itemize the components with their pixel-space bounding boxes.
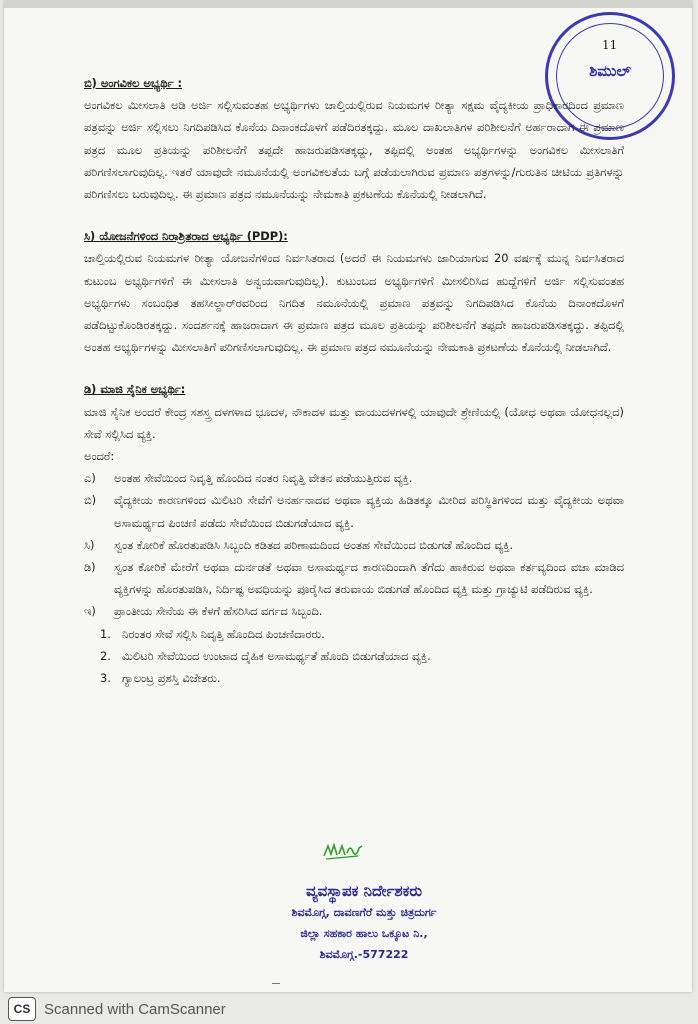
signatory-block (204, 880, 524, 965)
numbered-item (84, 623, 624, 645)
section-d-intro: ಮಾಜಿ ಸೈನಿಕ ಅಂದರೆ ಕೇಂದ್ರ ಸಶಸ್ತ್ರ ದಳಗಳಾದ ಭೂದಳ, ನೌಕಾದಳ ಮತ್ತು ವಾಯುದಳಗಳಲ್ಲಿ ಯಾವುದೇ ಶ್ರೇಣಿಯಲ್ಲಿ (ಯೋಧ ಅಥವಾ ಯೋಧನಲ್ಲದ) ಸೇವೆ ಸಲ್ಲಿಸಿದ ವ್ಯಕ್ತಿ. (84, 404, 624, 441)
list-marker: ಡಿ) (84, 560, 96, 575)
signatory-line-1: ಶಿವಮೊಗ್ಗ, ದಾವಣಗೆರೆ ಮತ್ತು ಚಿತ್ರದುರ್ಗ (291, 906, 437, 919)
divider (272, 983, 280, 984)
numbered-item-text: ಮಿಲಿಟರಿ ಸೇವೆಯಿಂದ ಉಂಟಾದ ದೈಹಿಕ ಅಸಾಮರ್ಥ್ಯತೆ ಹೊಂದಿ ಬಿಡುಗಡೆಯಾದ ವ್ಯಕ್ತಿ. (122, 648, 431, 663)
list-item (84, 467, 624, 489)
scanner-watermark-text: Scanned with CamScanner (44, 1000, 226, 1018)
list-item-text: ಸ್ವಂತ ಕೋರಿಕೆ ಮೇರೆಗೆ ಅಥವಾ ದುರ್ನಡತೆ ಅಥವಾ ಅಸಾಮರ್ಥ್ಯದ ಕಾರಣದಿಂದಾಗಿ ತೆಗೆದು ಹಾಕಿರುವ ಅಥವಾ ಕರ್ತವ್ಯದಿಂದ ವಜಾ ಮಾಡಿದ ವ್ಯಕ್ತಿಗಳನ್ನು ಹೊರತುಪಡಿಸಿ, ನಿರ್ದಿಷ್ಟ ಅವಧಿಯನ್ನು ಪೂರೈಸಿದ ತರುವಾಯ ಬಿಡುಗಡೆ ಹೊಂದಿದ ವ್ಯಕ್ತಿ ಮತ್ತು ಗ್ರಾಚ್ಯುಟಿ ಪಡೆದಿರುವ ವ್ಯಕ್ತಿ. (114, 560, 624, 597)
list-marker: ಬಿ) (84, 493, 97, 508)
page-number: 11 (602, 38, 618, 52)
number-marker: 2. (100, 648, 111, 663)
camscanner-logo-icon: CS (8, 997, 36, 1021)
list-item-text: ವೈದ್ಯಕೀಯ ಕಾರಣಗಳಿಂದ ಮಿಲಿಟರಿ ಸೇವೆಗೆ ಅನರ್ಹನಾದವ ಅಥವಾ ವ್ಯಕ್ತಿಯ ಹಿಡಿತಕ್ಕೂ ಮೀರಿದ ಪರಿಸ್ಥಿತಿಗಳಿಂದ ಮತ್ತು ವೈದ್ಯಕೀಯ ಅಥವಾ ಅಸಾಮರ್ಥ್ಯದ ಪಿಂಚಣಿ ಪಡೆದು ಸೇವೆಯಿಂದ ಬಿಡುಗಡೆಯಾದ ವ್ಯಕ್ತಿ. (114, 493, 624, 530)
list-item (84, 534, 624, 556)
document-body (84, 72, 624, 689)
number-marker: 3. (100, 671, 111, 686)
section-d-meaning-label: ಅಂದರೆ: (84, 449, 115, 464)
list-item (84, 489, 624, 533)
section-c-text: ಚಾಲ್ತಿಯಲ್ಲಿರುವ ನಿಯಮಗಳ ರೀತ್ಯಾ ಯೋಜನೆಗಳಿಂದ ನಿರ್ವಸಿತರಾದ (ಅದರೆ ಈ ನಿಯಮಗಳು ಜಾರಿಯಾಗುವ 20 ವರ್ಷಕ್ಕೆ ಮುನ್ನ ನಿರ್ವಸಿತರಾದ ಕುಟುಂಬ ಅಭ್ಯರ್ಥಿಗಳಿಗೆ ಈ ಮೀಸಲಾತಿ ಅನ್ವಯವಾಗುವುದಿಲ್ಲ). ಕುಟುಂಬದ ಅಭ್ಯರ್ಥಿಗಳಿಗೆ ಮೀಸಲಿರಿಸಿದ ಹುದ್ದೆಗಳಿಗೆ ಅರ್ಜಿ ಸಲ್ಲಿಸುವಂತಹ ಅಭ್ಯರ್ಥಿಗಳು ಸಂಬಂಧಿತ ತಹಸೀಲ್ದಾರ್‌ರವರಿಂದ ನಿಗದಿತ ನಮೂನೆಯಲ್ಲಿ ಪ್ರಮಾಣ ಪತ್ರವನ್ನು ನಿಗದಿಪಡಿಸಿದ ಕೊನೆಯ ದಿನಾಂಕದೊಳಗೆ ಪಡೆದಿಟ್ಟುಕೊಂಡಿರತಕ್ಕದ್ದು. ಸಂದರ್ಶನಕ್ಕೆ ಹಾಜರಾದಾಗ ಈ ಪ್ರಮಾಣ ಪತ್ರದ ಮೂಲ ಪ್ರತಿಯನ್ನು ಪರಿಶೀಲನೆಗೆ ತಪ್ಪದೇ ಹಾಜರುಪಡಿಸತಕ್ಕದ್ದು. ತಪ್ಪಿದಲ್ಲಿ ಅಂತಹ ಅಭ್ಯರ್ಥಿಗಳನ್ನು ಮೀಸಲಾತಿಗೆ ಪರಿಗಣಿಸಲಾಗುವುದಿಲ್ಲ. ಈ ಪ್ರಮಾಣ ಪತ್ರದ ನಮೂನೆಯನ್ನು ನೇಮಕಾತಿ ಪ್ರಕಟಣೆಯ ಕೊನೆಯಲ್ಲಿ ನೀಡಲಾಗಿದೆ. (84, 251, 624, 355)
signature-mark (322, 840, 366, 862)
section-b-heading: ಬಿ) ಅಂಗವಿಕಲ ಅಭ್ಯರ್ಥಿ : (84, 76, 182, 90)
scan-edge (4, 0, 692, 8)
list-item (84, 556, 624, 600)
section-b-text: ಅಂಗವಿಕಲ ಮೀಸಲಾತಿ ಅಡಿ ಅರ್ಜಿ ಸಲ್ಲಿಸುವಂತಹ ಅಭ್ಯರ್ಥಿಗಳು ಚಾಲ್ತಿಯಲ್ಲಿರುವ ನಿಯಮಗಳ ರೀತ್ಯಾ ಸಕ್ಷಮ ವೈದ್ಯಕೀಯ ಪ್ರಾಧಿಕಾರದಿಂದ ಪ್ರಮಾಣ ಪತ್ರವನ್ನು ಅರ್ಜಿ ಸಲ್ಲಿಸಲು ನಿಗದಿಪಡಿಸಿದ ಕೊನೆಯ ದಿನಾಂಕದೊಳಗೆ ಪಡೆದಿರತಕ್ಕದ್ದು. ಮೂಲ ದಾಖಲಾತಿಗಳ ಪರಿಶೀಲನೆಗೆ ಅರ್ಹರಾದಾಗ ಈ ಪ್ರಮಾಣ ಪತ್ರದ ಮೂಲ ಪ್ರತಿಯನ್ನು ಪರಿಶೀಲನೆಗೆ ತಪ್ಪದೇ ಹಾಜರುಪಡಿಸತಕ್ಕದ್ದು, ತಪ್ಪಿದಲ್ಲಿ ಅಂತಹ ಅಭ್ಯರ್ಥಿಗಳನ್ನು ಅಂಗವಿಕಲ ಮೀಸಲಾತಿಗೆ ಪರಿಗಣಿಸಲಾಗುವುದಿಲ್ಲ. ಇತರೆ ಯಾವುದೇ ನಮೂನೆಯಲ್ಲಿ ಅಂಗವಿಕಲತೆಯ ಬಗ್ಗೆ ಪಡೆಯಲಾಗಿರುವ ಪ್ರಮಾಣ ಪತ್ರಗಳನ್ನು/ಗುರುತಿನ ಚೀಟಿಯ ಪ್ರತಿಗಳನ್ನು ಪರಿಗಣಿಸಲು ಬರುವುದಿಲ್ಲ. ಈ ಪ್ರಮಾಣ ಪತ್ರದ ನಮೂನೆಯನ್ನು ನೇಮಕಾತಿ ಪ್ರಕಟಣೆಯ ಕೊನೆಯಲ್ಲಿ ನೀಡಲಾಗಿದೆ. (84, 98, 624, 202)
list-marker: ಇ) (84, 604, 96, 619)
numbered-item (84, 645, 624, 667)
numbered-item-text: ಗ್ಯಾಲಂಟ್ರ ಪ್ರಶಸ್ತಿ ವಿಜೇತರು. (122, 671, 221, 686)
list-marker: ಸಿ) (84, 537, 95, 552)
signatory-line-3: ಶಿವಮೊಗ್ಗ.-577222 (319, 948, 409, 961)
signatory-line-2: ಜಿಲ್ಲಾ ಸಹಕಾರ ಹಾಲು ಒಕ್ಕೂಟ ನಿ., (300, 927, 428, 940)
section-d-heading: ಡಿ) ಮಾಜಿ ಸೈನಿಕ ಅಭ್ಯರ್ಥಿ: (84, 382, 186, 397)
list-item (84, 600, 624, 622)
list-item-text: ಅಂತಹ ಸೇವೆಯಿಂದ ನಿವೃತ್ತಿ ಹೊಂದಿದ ನಂತರ ನಿವೃತ್ತಿ ವೇತನ ಪಡೆಯುತ್ತಿರುವ ವ್ಯಕ್ತಿ. (114, 471, 413, 486)
list-item-text: ಸ್ವಂತ ಕೋರಿಕೆ ಹೊರತುಪಡಿಸಿ ಸಿಬ್ಬಂದಿ ಕಡಿತದ ಪರಿಣಾಮದಿಂದ ಅಂತಹ ಸೇವೆಯಿಂದ ಬಿಡುಗಡೆ ಹೊಂದಿದ ವ್ಯಕ್ತಿ. (114, 537, 514, 552)
stamp-center-text: ಶಿಮುಲ್ (589, 62, 631, 80)
list-marker: ಎ) (84, 471, 96, 486)
signatory-title: ವ್ಯವಸ್ಥಾಪಕ ನಿರ್ದೇಶಕರು (305, 882, 423, 900)
scanner-footer (0, 994, 698, 1024)
document-page (4, 0, 692, 992)
numbered-item (84, 667, 624, 689)
numbered-item-text: ನಿರಂತರ ಸೇವೆ ಸಲ್ಲಿಸಿ ನಿವೃತ್ತಿ ಹೊಂದಿದ ಪಿಂಚಣಿದಾರರು. (122, 626, 325, 641)
number-marker: 1. (100, 626, 111, 641)
section-c-heading: ಸಿ) ಯೋಜನೆಗಳಿಂದ ನಿರಾಶ್ರಿತರಾದ ಅಭ್ಯರ್ಥಿ (PDP): (84, 229, 288, 244)
list-item-text: ಪ್ರಾಂತೀಯ ಸೇನೆಯ ಈ ಕೆಳಗೆ ಹೆಸರಿಸಿದ ವರ್ಗದ ಸಿಬ್ಬಂದಿ. (114, 604, 323, 619)
